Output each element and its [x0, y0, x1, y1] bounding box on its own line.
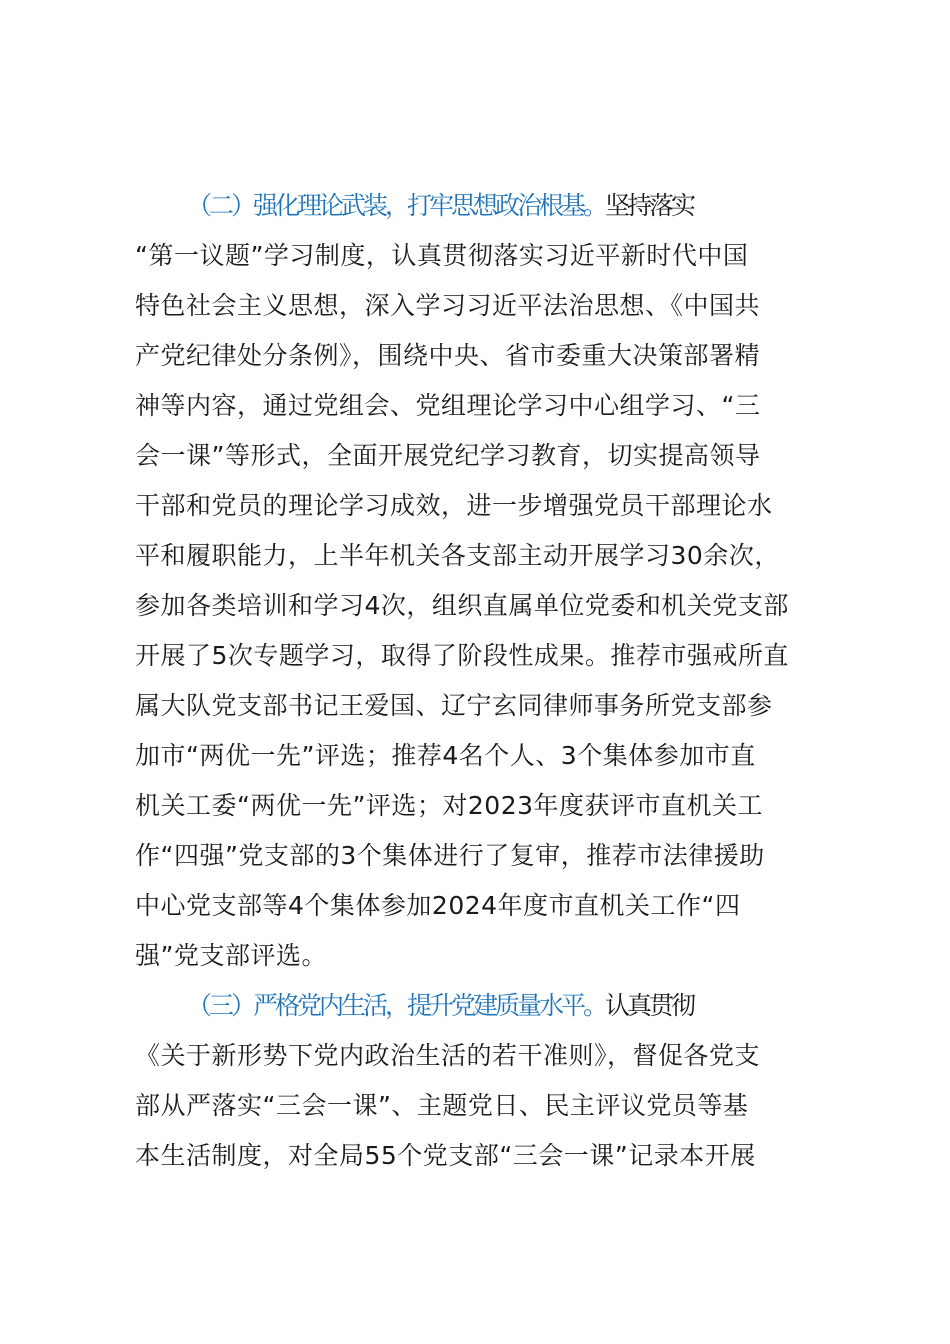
section-2-heading: （二）强化理论武装，打牢思想政治根基。 [187, 191, 606, 220]
paragraph-line: 部从严落实“三会一课”、主题党日、民主评议党员等基 [135, 1091, 749, 1120]
paragraph-line: 会一课”等形式，全面开展党纪学习教育，切实提高领导 [135, 441, 761, 470]
paragraph-line: 参加各类培训和学习4次，组织直属单位党委和机关党支部 [135, 591, 789, 620]
paragraph-line: 属大队党支部书记王爱国、辽宁玄同律师事务所党支部参 [135, 691, 773, 720]
paragraph-line: 干部和党员的理论学习成效，进一步增强党员干部理论水 [135, 491, 773, 520]
paragraph-line: 产党纪律处分条例》，围绕中央、省市委重大决策部署精 [135, 341, 761, 370]
paragraph-line: 作“四强”党支部的3个集体进行了复审，推荐市法律援助 [135, 841, 765, 870]
paragraph-line: 开展了5次专题学习，取得了阶段性成果。推荐市强戒所直 [135, 641, 789, 670]
paragraph-line: 强”党支部评选。 [135, 941, 327, 970]
paragraph-line: 神等内容，通过党组会、党组理论学习中心组学习、“三 [135, 391, 761, 420]
paragraph-line: 特色社会主义思想，深入学习习近平法治思想、《中国共 [135, 291, 761, 320]
section-3-heading: （三）严格党内生活，提升党建质量水平。 [187, 991, 606, 1020]
paragraph-line: 中心党支部等4个集体参加2024年度市直机关工作“四 [135, 891, 741, 920]
paragraph-line: 平和履职能力，上半年机关各支部主动开展学习30余次， [135, 541, 780, 570]
section-2-text: 坚持落实 [605, 191, 694, 220]
section-2-first-line [187, 188, 907, 224]
paragraph-line: 《关于新形势下党内政治生活的若干准则》，督促各党支 [135, 1041, 761, 1070]
section-3-first-line [187, 988, 907, 1024]
paragraph-line: “第一议题”学习制度，认真贯彻落实习近平新时代中国 [135, 241, 749, 270]
section-3-text: 认真贯彻 [605, 991, 694, 1020]
paragraph-line: 机关工委“两优一先”评选；对2023年度获评市直机关工 [135, 791, 764, 820]
paragraph-line: 加市“两优一先”评选；推荐4名个人、3个集体参加市直 [135, 741, 756, 770]
paragraph-line: 本生活制度，对全局55个党支部“三会一课”记录本开展 [135, 1141, 756, 1170]
